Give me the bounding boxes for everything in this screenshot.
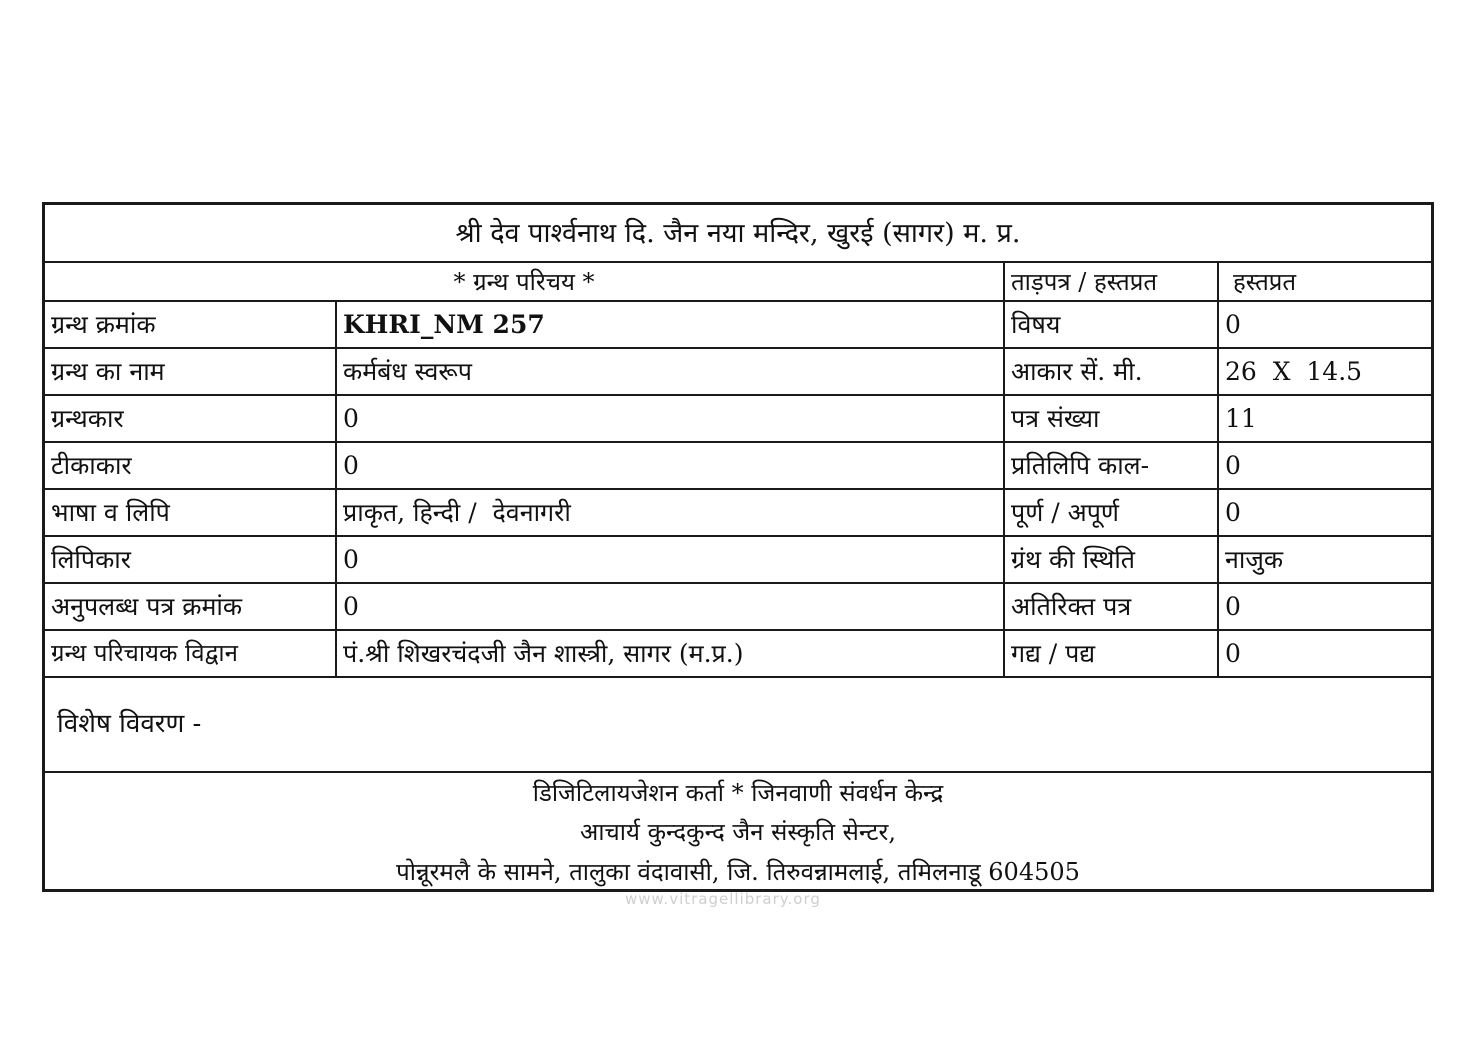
- row-value-right: 11: [1225, 403, 1257, 433]
- row-label-right: आकार सें. मी.: [1011, 356, 1143, 386]
- column-divider: [1003, 262, 1005, 677]
- row-label-right: पत्र संख्या: [1011, 403, 1100, 433]
- temple-title: श्री देव पार्श्वनाथ दि. जैन नया मन्दिर, खुरई (सागर) म. प्र.: [455, 217, 1021, 249]
- row-label: लिपिकार: [51, 544, 132, 574]
- row-label: ग्रन्थ परिचायक विद्वान: [51, 639, 238, 668]
- medium-label: ताड़पत्र / हस्तप्रत: [1011, 267, 1158, 296]
- row-label-right: अतिरिक्त पत्र: [1011, 591, 1132, 621]
- row-value-right: 0: [1225, 591, 1241, 621]
- row-value: 0: [343, 450, 359, 480]
- row-label: टीकाकार: [51, 450, 132, 480]
- row-value: पं.श्री शिखरचंदजी जैन शास्त्री, सागर (म.प्र.): [343, 638, 744, 668]
- row-label-right: पूर्ण / अपूर्ण: [1011, 497, 1119, 527]
- footer-line-2: आचार्य कुन्दकुन्द जैन संस्कृति सेन्टर,: [580, 818, 896, 847]
- footer-line-3: पोन्नूरमलै के सामने, तालुका वंदावासी, जि. तिरुवन्नामलाई, तमिलनाडू 604505: [396, 857, 1080, 886]
- row-label-right: ग्रंथ की स्थिति: [1011, 544, 1136, 574]
- row-label-right: प्रतिलिपि काल-: [1011, 450, 1150, 480]
- row-value-right: 0: [1225, 309, 1241, 339]
- row-label-right: विषय: [1011, 309, 1061, 339]
- row-value: 0: [343, 591, 359, 621]
- footer-line-1: डिजिटिलायजेशन कर्ता * जिनवाणी संवर्धन केन्द्र: [532, 779, 944, 808]
- row-value: KHRI_NM 257: [343, 309, 545, 339]
- column-divider: [1217, 262, 1219, 677]
- row-value-right: 0: [1225, 450, 1241, 480]
- row-label: ग्रन्थ क्रमांक: [51, 309, 156, 339]
- row-value-right: नाजुक: [1225, 544, 1284, 574]
- row-value: कर्मबंध स्वरूप: [343, 356, 472, 386]
- row-value-right: 26 X 14.5: [1225, 356, 1363, 386]
- row-label: भाषा व लिपि: [51, 497, 170, 527]
- row-value: प्राकृत, हिन्दी / देवनागरी: [343, 497, 571, 527]
- row-value: 0: [343, 544, 359, 574]
- row-label: अनुपलब्ध पत्र क्रमांक: [51, 591, 243, 621]
- footer: [45, 773, 1431, 891]
- watermark: www.vitragellibrary.org: [625, 890, 821, 908]
- column-divider: [335, 301, 337, 677]
- row-value-right: 0: [1225, 497, 1241, 527]
- manuscript-info-card: [42, 202, 1434, 892]
- row-label: ग्रन्थ का नाम: [51, 356, 165, 386]
- row-value: 0: [343, 403, 359, 433]
- row-value-right: 0: [1225, 638, 1241, 668]
- row-label: ग्रन्थकार: [51, 403, 124, 433]
- section-heading: * ग्रन्थ परिचय *: [453, 267, 595, 296]
- medium-value: हस्तप्रत: [1233, 267, 1297, 296]
- row-label-right: गद्य / पद्य: [1011, 638, 1096, 668]
- remarks-label: विशेष विवरण -: [57, 708, 202, 739]
